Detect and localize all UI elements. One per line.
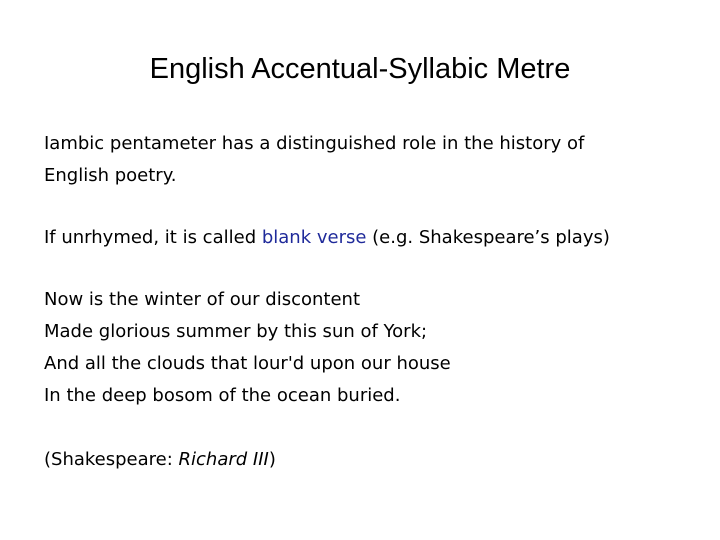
- citation: [44, 444, 684, 476]
- blank-verse-term: blank verse: [261, 227, 367, 248]
- intro-line-2: English poetry.: [44, 165, 177, 186]
- blank-verse-paragraph: [44, 222, 684, 254]
- intro-line-1: Iambic pentameter has a distinguished role in the history of: [44, 133, 585, 154]
- poem-line-1: Now is the winter of our discontent: [44, 289, 361, 310]
- poem-line-2: Made glorious summer by this sun of York;: [44, 321, 428, 342]
- citation-prefix: (Shakespeare:: [44, 449, 179, 470]
- slide-title: English Accentual-Syllabic Metre: [149, 53, 571, 85]
- citation-line: [44, 444, 684, 476]
- blank-verse-line: [44, 222, 684, 254]
- poem-excerpt: [44, 284, 684, 412]
- citation-suffix: ): [268, 449, 276, 470]
- intro-paragraph: [44, 128, 684, 192]
- citation-work: Richard III: [178, 449, 269, 470]
- blank-verse-after: (e.g. Shakespeare’s plays): [366, 227, 610, 248]
- blank-verse-before: If unrhymed, it is called: [44, 227, 262, 248]
- poem-line-4: In the deep bosom of the ocean buried.: [44, 385, 401, 406]
- poem-line-3: And all the clouds that lour'd upon our house: [44, 353, 451, 374]
